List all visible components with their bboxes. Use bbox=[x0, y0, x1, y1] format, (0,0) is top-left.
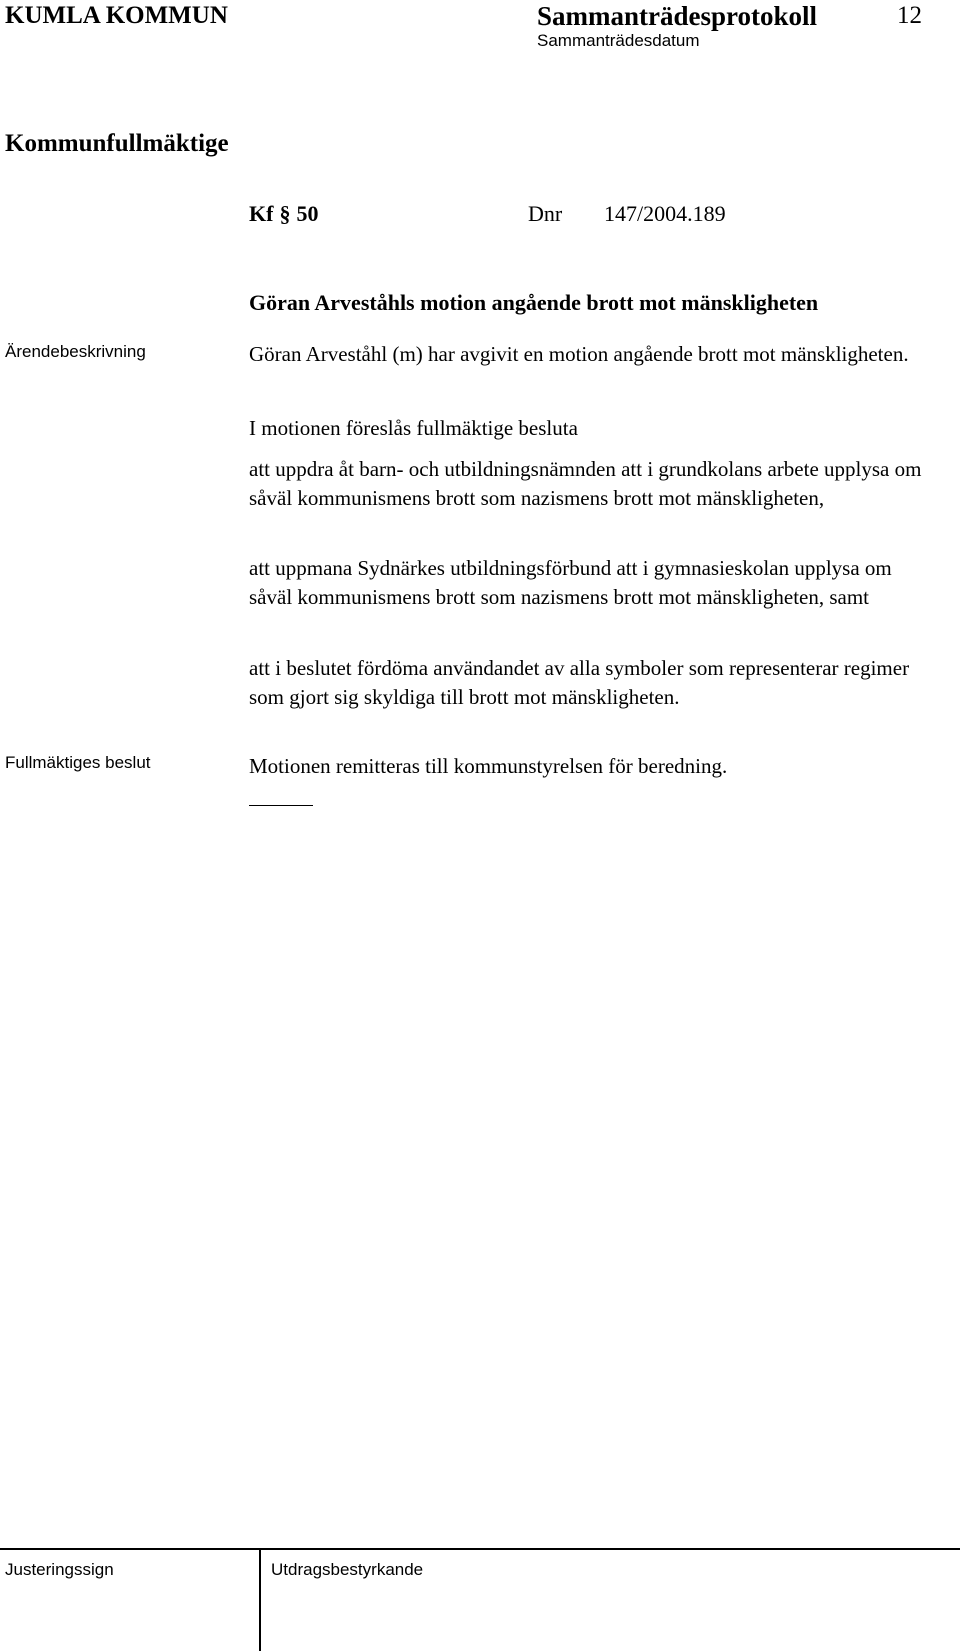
decision-paragraph: Motionen remitteras till kommunstyrelsen för beredning. bbox=[249, 754, 728, 778]
footer-divider bbox=[259, 1549, 261, 1651]
footer-rule bbox=[0, 1548, 960, 1550]
section-symbol: § bbox=[279, 201, 291, 226]
kf-number: 50 bbox=[296, 201, 319, 226]
dnr-value: 147/2004.189 bbox=[604, 201, 726, 226]
decision-section-label: Fullmäktiges beslut bbox=[5, 753, 151, 772]
end-rule bbox=[249, 805, 313, 806]
dnr-label: Dnr bbox=[528, 201, 563, 226]
kf-label: Kf bbox=[249, 201, 274, 226]
case-reference bbox=[249, 198, 726, 230]
justering-label: Justeringssign bbox=[5, 1560, 114, 1579]
protocol-title: Sammanträdesprotokoll bbox=[537, 1, 818, 31]
intro-paragraph: Göran Arveståhl (m) har avgivit en motion angående brott mot mänskligheten. bbox=[249, 342, 909, 366]
case-title: Göran Arveståhls motion angående brott mot mänskligheten bbox=[249, 290, 819, 315]
body-name: Kommunfullmäktige bbox=[5, 130, 229, 157]
description-section-label: Ärendebeskrivning bbox=[5, 342, 146, 361]
organization-name: KUMLA KOMMUN bbox=[5, 2, 228, 29]
proposal-intro-paragraph: I motionen föreslås fullmäktige besluta bbox=[249, 416, 578, 440]
att-clause-2: att uppmana Sydnärkes utbildningsförbund att i gymnasieskolan upplysa om såväl kommunismens brott som nazismens brott mot mänskligheten, samt bbox=[249, 556, 892, 609]
att-clause-1: att uppdra åt barn- och utbildningsnämnden att i grundkolans arbete upplysa om såväl kommunismens brott som nazismens brott mot mänskligheten, bbox=[249, 457, 922, 510]
meeting-date-label: Sammanträdesdatum bbox=[537, 31, 700, 50]
utdrag-label: Utdragsbestyrkande bbox=[271, 1560, 424, 1579]
att-clause-3: att i beslutet fördöma användandet av alla symboler som representerar regimer som gjort sig skyldiga till brott mot mänskligheten. bbox=[249, 656, 910, 709]
page-number: 12 bbox=[897, 2, 922, 29]
